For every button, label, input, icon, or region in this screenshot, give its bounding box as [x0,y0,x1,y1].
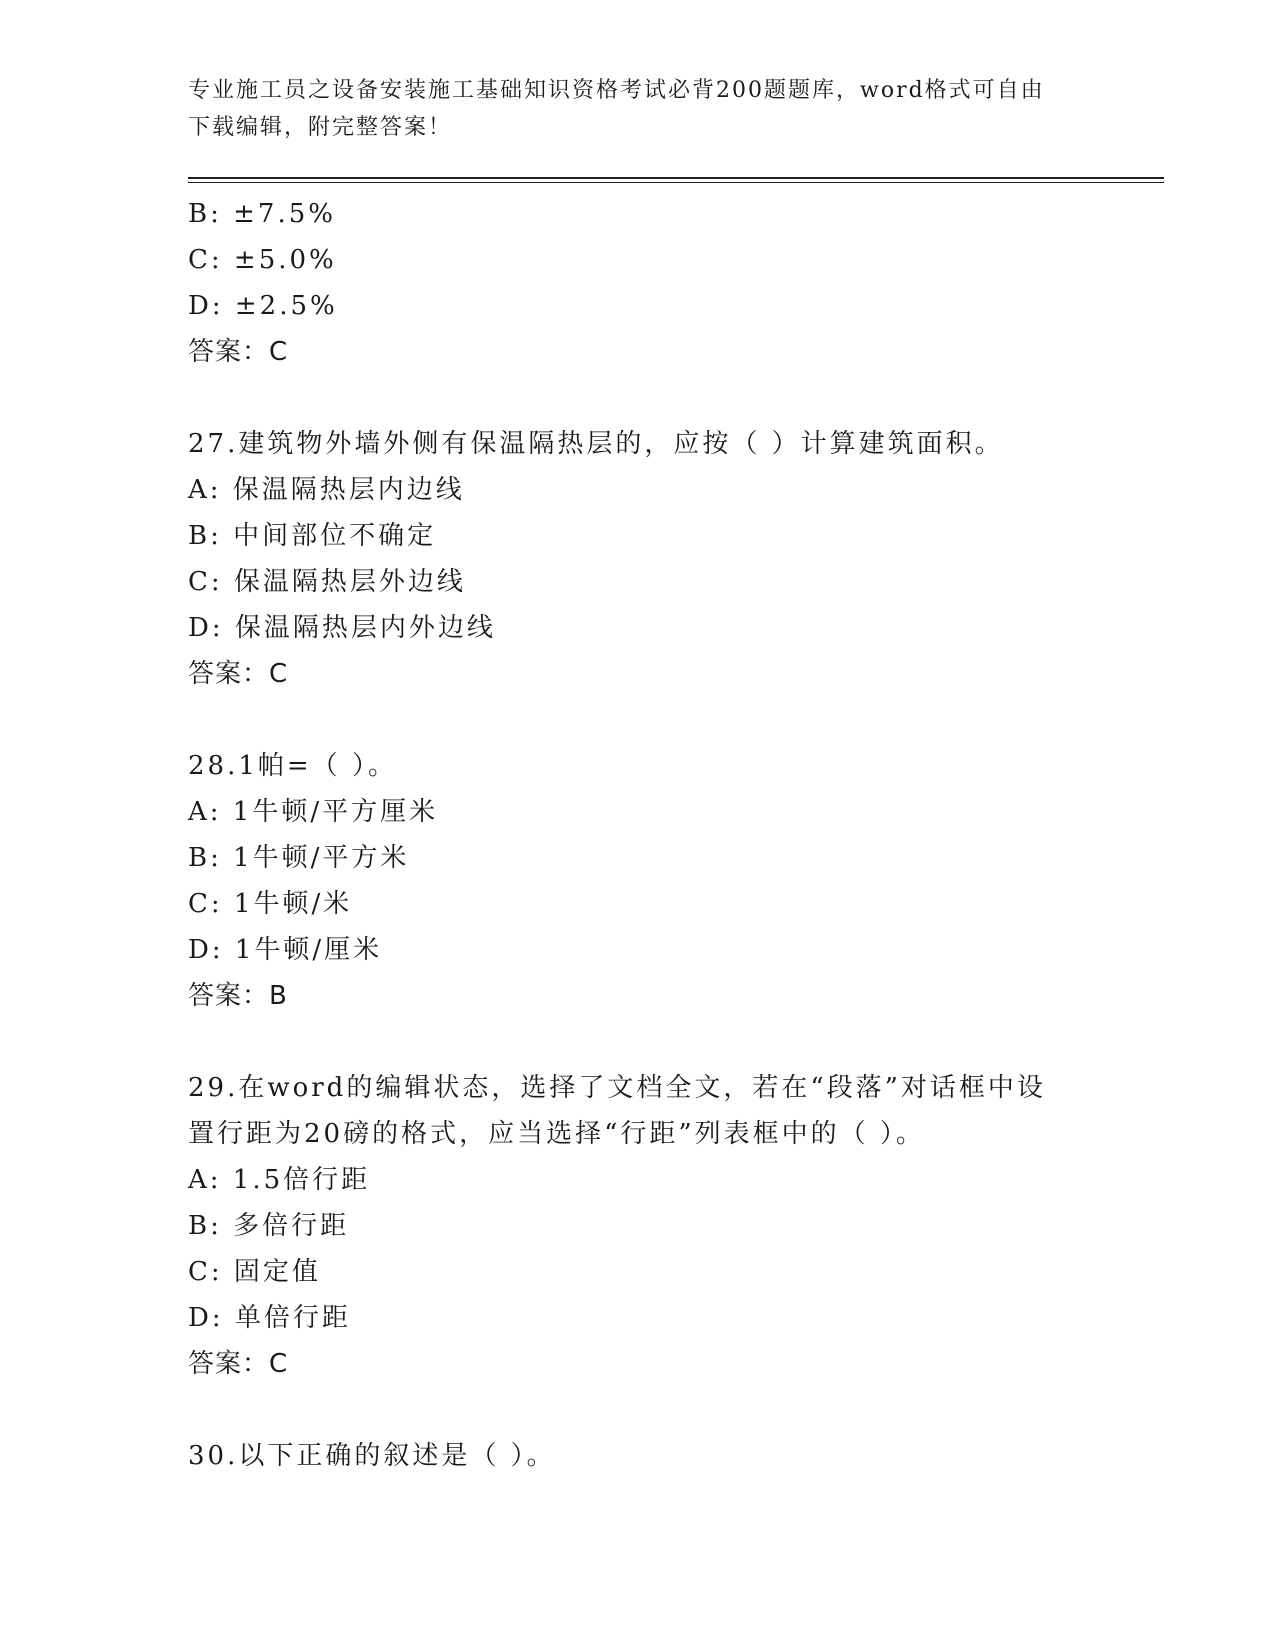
question-stem: 28.1帕=（ ）。 [188,751,397,781]
option-c: C: 保温隔热层外边线 [188,567,466,597]
header-divider-thick [188,177,1164,179]
answer-line: 答案：C [188,337,289,367]
option-a: A: 1牛顿/平方厘米 [188,797,439,827]
option-d: D: ±2.5% [188,291,338,321]
answer-line: 答案：B [188,981,288,1011]
question-29 [188,1065,1088,1387]
option-a: A: 1.5倍行距 [188,1165,371,1195]
document-body [188,191,1088,1479]
option-b: B: 1牛顿/平方米 [188,843,410,873]
question-30 [188,1433,1088,1479]
answer-line: 答案：C [188,1349,289,1379]
spacer [188,1019,1088,1065]
option-b: B: ±7.5% [188,199,336,229]
option-a: A: 保温隔热层内边线 [188,475,465,505]
question-stem-line-1: 29.在word的编辑状态，选择了文档全文，若在“段落”对话框中设 [188,1073,1046,1103]
document-header [188,72,1088,146]
spacer [188,375,1088,421]
option-d: D: 保温隔热层内外边线 [188,613,496,643]
question-stem: 30.以下正确的叙述是（ ）。 [188,1441,556,1471]
option-d: D: 单倍行距 [188,1303,351,1333]
spacer [188,1387,1088,1433]
header-divider-thin [188,182,1164,183]
question-stem: 27.建筑物外墙外侧有保温隔热层的，应按（ ）计算建筑面积。 [188,429,1004,459]
header-line-1: 专业施工员之设备安装施工基础知识资格考试必背200题题库，word格式可自由 [188,78,1045,103]
question-26-continued [188,191,1088,375]
option-b: B: 中间部位不确定 [188,521,437,551]
question-28 [188,743,1088,1019]
question-27 [188,421,1088,697]
header-line-2: 下载编辑，附完整答案！ [188,115,453,140]
option-c: C: ±5.0% [188,245,337,275]
option-c: C: 固定值 [188,1257,321,1287]
question-stem-line-2: 置行距为20磅的格式，应当选择“行距”列表框中的（ ）。 [188,1119,925,1149]
option-d: D: 1牛顿/厘米 [188,935,383,965]
answer-line: 答案：C [188,659,289,689]
spacer [188,697,1088,743]
option-c: C: 1牛顿/米 [188,889,353,919]
option-b: B: 多倍行距 [188,1211,350,1241]
